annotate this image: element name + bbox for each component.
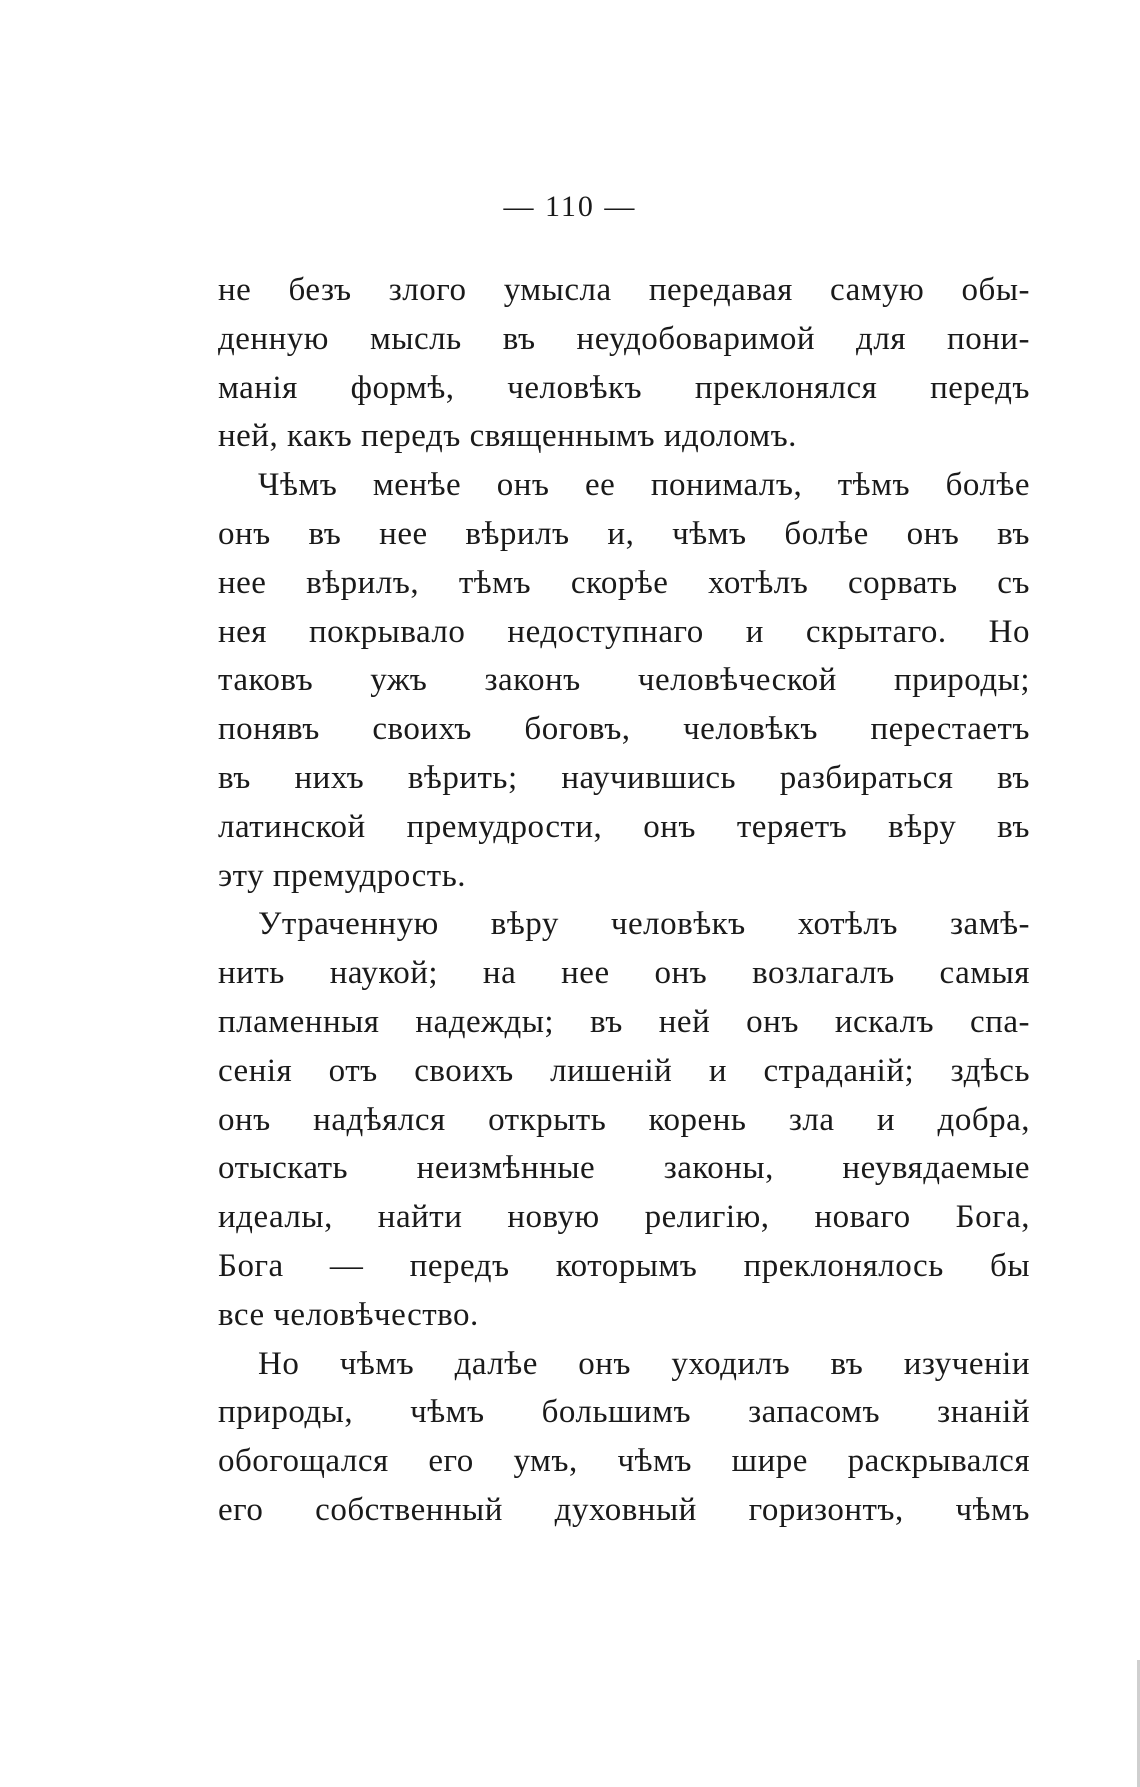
text-line: сенiя отъ своихъ лишенiй и страданiй; здѣсь (218, 1052, 1030, 1089)
text-line: понявъ своихъ боговъ, человѣкъ перестаетъ (218, 711, 1030, 748)
text-line: его собственный духовный горизонтъ, чѣмъ (218, 1491, 1030, 1528)
text-line: ней, какъ передъ священнымъ идоломъ. (218, 418, 797, 455)
text-line: нить наукой; на нее онъ возлагалъ самыя (218, 955, 1030, 992)
text-line: манiя формѣ, человѣкъ преклонялся передъ (218, 369, 1030, 406)
text-line: Бога — передъ которымъ преклонялось бы (218, 1247, 1030, 1284)
text-line: въ нихъ вѣрить; научившись разбираться въ (218, 759, 1030, 796)
page-number: — 110 — (503, 190, 637, 223)
text-line: таковъ ужъ законъ человѣческой природы; (218, 662, 1030, 699)
text-line: природы, чѣмъ большимъ запасомъ знанiй (218, 1394, 1030, 1431)
text-line: отыскать неизмѣнные законы, неувядаемые (218, 1150, 1030, 1187)
text-line: эту премудрость. (218, 857, 466, 894)
text-line: латинской премудрости, онъ теряетъ вѣру въ (218, 808, 1030, 845)
text-line: денную мысль въ неудобоваримой для пони- (218, 320, 1030, 357)
text-line: пламенныя надежды; въ ней онъ искалъ спа- (218, 1003, 1030, 1040)
text-line: не безъ злого умысла передавая самую обы- (218, 272, 1030, 308)
text-line: Но чѣмъ далѣе онъ уходилъ въ изученiи (258, 1345, 1030, 1382)
text-line: Утраченную вѣру человѣкъ хотѣлъ замѣ- (258, 906, 1030, 943)
text-line: Чѣмъ менѣе онъ ее понималъ, тѣмъ болѣе (258, 467, 1030, 504)
text-line: идеалы, найти новую религiю, новаго Бога, (218, 1199, 1030, 1236)
text-line: нее вѣрилъ, тѣмъ скорѣе хотѣлъ сорвать съ (218, 564, 1030, 601)
text-line: все человѣчество. (218, 1296, 479, 1333)
text-line: онъ надѣялся открыть корень зла и добра, (218, 1101, 1030, 1138)
text-line: нея покрывало недоступнаго и скрытаго. Но (218, 613, 1030, 650)
text-line: обогощался его умъ, чѣмъ шире раскрывался (218, 1443, 1030, 1480)
page-body-text (218, 266, 1030, 1535)
text-line: онъ въ нее вѣрилъ и, чѣмъ болѣе онъ въ (218, 515, 1030, 552)
